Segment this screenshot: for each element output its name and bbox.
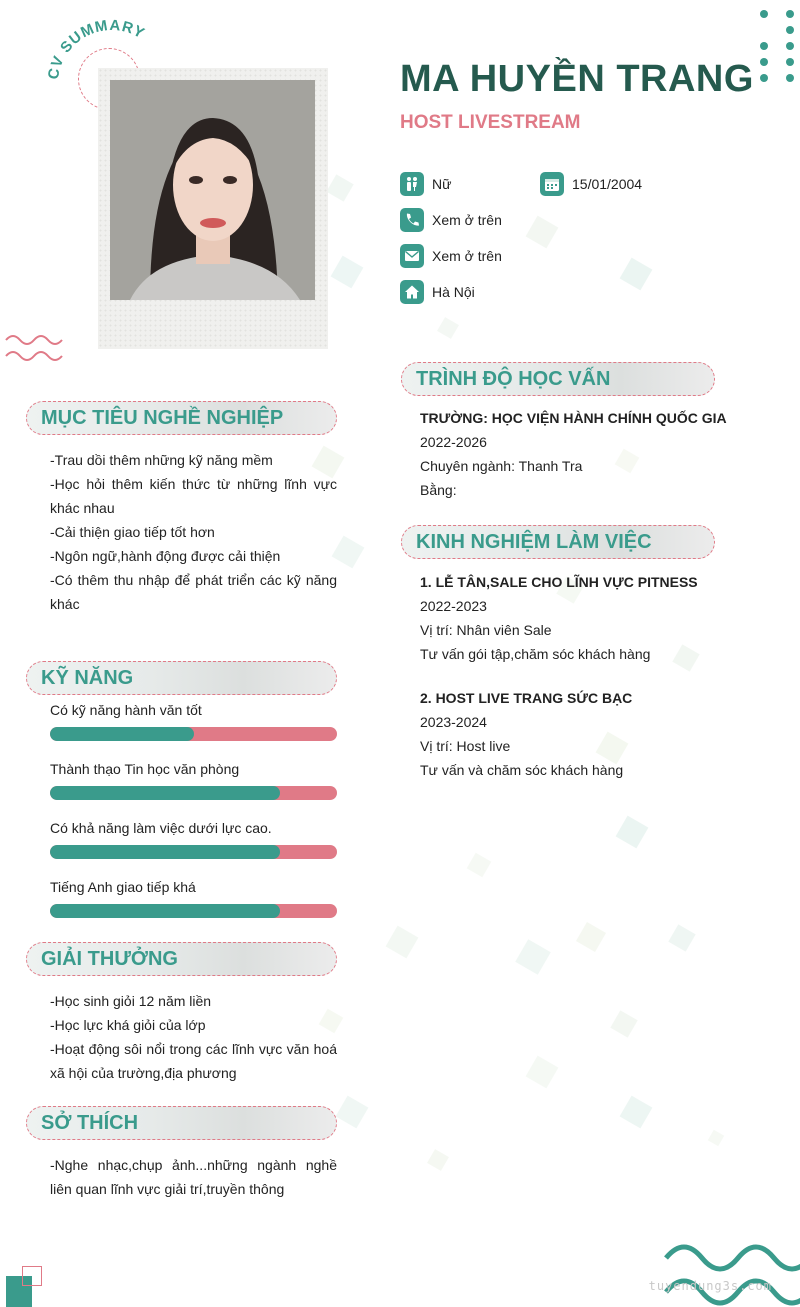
mail-icon: [400, 244, 424, 268]
objective-line: -Học hỏi thêm kiến thức từ những lĩnh vực khác nhau: [50, 476, 337, 516]
hobbies-heading: SỞ THÍCH: [26, 1106, 337, 1140]
birthday-text: 15/01/2004: [572, 176, 643, 192]
skill-bar: [50, 727, 337, 741]
phone-text: Xem ở trên: [432, 212, 502, 228]
job-description: Tư vấn gói tập,chăm sóc khách hàng: [420, 646, 651, 662]
contact-gender: [400, 172, 451, 196]
objective-line: -Cải thiện giao tiếp tốt hơn: [50, 524, 215, 540]
awards-list: [50, 989, 337, 1085]
skill-label: Có khả năng làm việc dưới lực cao.: [50, 820, 272, 836]
contact-birthday: [540, 172, 642, 196]
skill-label: Có kỹ năng hành văn tốt: [50, 702, 202, 718]
education-major: Chuyên ngành: Thanh Tra: [420, 458, 583, 474]
home-icon: [400, 280, 424, 304]
wave-decoration-bottom: [662, 1240, 800, 1307]
award-line: -Học lực khá giỏi của lớp: [50, 1017, 206, 1033]
contact-email: [400, 244, 502, 268]
awards-heading: GIẢI THƯỞNG: [26, 942, 337, 976]
hobbies-list: [50, 1153, 337, 1201]
education-school: TRƯỜNG: HỌC VIỆN HÀNH CHÍNH QUỐC GIA: [420, 410, 727, 426]
education-years: 2022-2026: [420, 434, 487, 450]
skills-heading: KỸ NĂNG: [26, 661, 337, 695]
skill-label: Thành thạo Tin học văn phòng: [50, 761, 240, 777]
education-details: [420, 406, 760, 502]
gender-text: Nữ: [432, 176, 452, 192]
job-years: 2023-2024: [420, 714, 487, 730]
experience-job: [420, 570, 760, 666]
cv-summary-text: CV SUMMARY: [44, 18, 148, 81]
calendar-icon: [540, 172, 564, 196]
objective-line: -Có thêm thu nhập để phát triển các kỹ năng khác: [50, 572, 337, 612]
candidate-name: MA HUYỀN TRANG: [400, 58, 754, 100]
profile-photo: [110, 80, 315, 300]
skill-label: Tiếng Anh giao tiếp khá: [50, 879, 196, 895]
watermark: tuyendung3s.com: [648, 1279, 772, 1293]
skill-bar: [50, 845, 337, 859]
job-description: Tư vấn và chăm sóc khách hàng: [420, 762, 624, 778]
corner-square-outline: [22, 1266, 42, 1286]
job-position: Vị trí: Nhân viên Sale: [420, 622, 552, 638]
objective-list: [50, 448, 337, 616]
award-line: -Học sinh giỏi 12 năm liền: [50, 993, 212, 1009]
job-position: Vị trí: Host live: [420, 738, 511, 754]
education-degree: Bằng:: [420, 482, 457, 498]
gender-icon: [400, 172, 424, 196]
job-title: 1. LỄ TÂN,SALE CHO LĨNH VỰC PITNESS: [420, 574, 698, 590]
skill-bar-fill: [50, 727, 194, 741]
contact-address: [400, 280, 475, 304]
address-text: Hà Nội: [432, 284, 475, 300]
email-text: Xem ở trên: [432, 248, 502, 264]
objective-line: -Trau dồi thêm những kỹ năng mềm: [50, 452, 273, 468]
skill-bar: [50, 904, 337, 918]
wave-decoration-left: [4, 332, 66, 366]
candidate-role: HOST LIVESTREAM: [400, 112, 581, 133]
objective-heading: MỤC TIÊU NGHỀ NGHIỆP: [26, 401, 337, 435]
contact-phone: [400, 208, 502, 232]
award-line: -Hoạt động sôi nổi trong các lĩnh vực văn hoá xã hội của trường,địa phương: [50, 1041, 337, 1081]
job-title: 2. HOST LIVE TRANG SỨC BẠC: [420, 690, 633, 706]
skill-bar: [50, 786, 337, 800]
skill-bar-fill: [50, 904, 280, 918]
job-years: 2022-2023: [420, 598, 487, 614]
education-heading: TRÌNH ĐỘ HỌC VẤN: [401, 362, 715, 396]
phone-icon: [400, 208, 424, 232]
decorative-dots: [760, 10, 796, 82]
skill-bar-fill: [50, 786, 280, 800]
objective-line: -Ngôn ngữ,hành động được cải thiện: [50, 548, 281, 564]
hobby-line: -Nghe nhạc,chụp ảnh...những ngành nghề liên quan lĩnh vực giải trí,truyền thông: [50, 1157, 337, 1197]
experience-heading: KINH NGHIỆM LÀM VIỆC: [401, 525, 715, 559]
skill-bar-fill: [50, 845, 280, 859]
experience-job: [420, 686, 760, 782]
